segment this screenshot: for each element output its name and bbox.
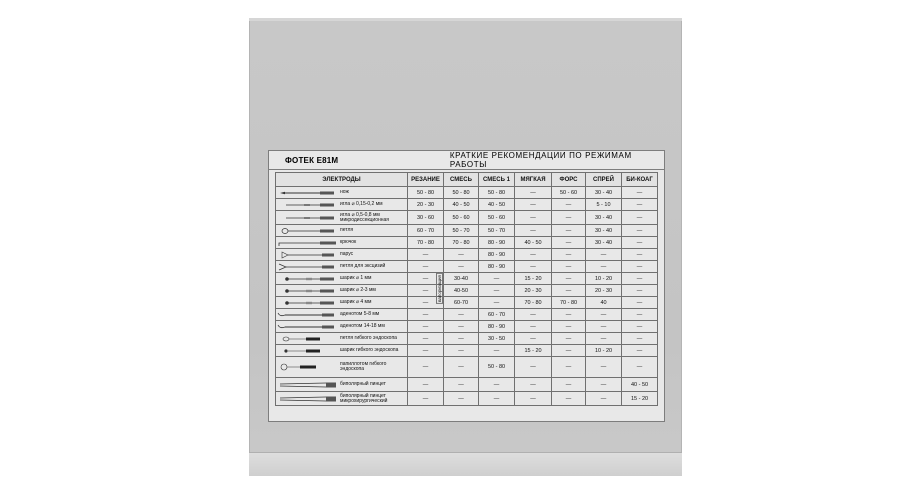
value-cell: 40-50 bbox=[444, 285, 479, 297]
value-cell: — bbox=[408, 285, 444, 297]
card-header bbox=[269, 151, 664, 170]
electrode-label: парус bbox=[340, 251, 354, 257]
value-cell: 30 - 40 bbox=[586, 225, 622, 237]
value-cell: — bbox=[444, 345, 479, 357]
electrode-label: биполярный пинцет bbox=[340, 381, 386, 387]
table-row bbox=[276, 237, 658, 249]
electrode-label: шарик ⌀ 1 мм bbox=[340, 275, 372, 281]
value-cell: — bbox=[444, 378, 479, 392]
electrode-cell bbox=[276, 309, 408, 321]
panel-top-edge bbox=[249, 18, 682, 21]
value-cell: — bbox=[622, 321, 658, 333]
ball-electrode-icon bbox=[276, 274, 340, 284]
value-cell: — bbox=[552, 345, 586, 357]
needle-electrode-icon bbox=[276, 200, 340, 210]
value-cell: — bbox=[552, 249, 586, 261]
value-cell: 80 - 90 bbox=[479, 261, 515, 273]
recommendations-card bbox=[268, 150, 665, 422]
value-cell: — bbox=[622, 211, 658, 225]
value-cell: — bbox=[479, 297, 515, 309]
value-cell: 10 - 20 bbox=[586, 345, 622, 357]
value-cell: 5 - 10 bbox=[586, 199, 622, 211]
table-row bbox=[276, 392, 658, 406]
col-header-spray: СПРЕЙ bbox=[586, 173, 622, 187]
value-cell: 40 - 50 bbox=[479, 199, 515, 211]
value-cell: 20 - 30 bbox=[408, 199, 444, 211]
value-cell: — bbox=[552, 285, 586, 297]
electrode-cell bbox=[276, 225, 408, 237]
papillotome-icon bbox=[276, 362, 340, 372]
value-cell: 50 - 70 bbox=[444, 225, 479, 237]
value-cell: — bbox=[515, 187, 552, 199]
value-cell: — bbox=[586, 261, 622, 273]
value-cell: — bbox=[479, 273, 515, 285]
table-row bbox=[276, 378, 658, 392]
value-cell: — bbox=[515, 199, 552, 211]
table-row bbox=[276, 249, 658, 261]
table-row bbox=[276, 345, 658, 357]
value-cell: — bbox=[408, 261, 444, 273]
value-cell: — bbox=[515, 333, 552, 345]
col-header-blend1: СМЕСЬ 1 bbox=[479, 173, 515, 187]
value-cell: — bbox=[444, 357, 479, 378]
value-cell: 70 - 80 bbox=[552, 297, 586, 309]
electrode-label: аденотом 14-18 мм bbox=[340, 323, 385, 329]
electrode-label: шарик ⌀ 2-3 мм bbox=[340, 287, 376, 293]
value-cell: — bbox=[408, 357, 444, 378]
value-cell: — bbox=[408, 378, 444, 392]
value-cell: — bbox=[408, 333, 444, 345]
sail-electrode-icon bbox=[276, 250, 340, 260]
table-row bbox=[276, 225, 658, 237]
electrode-cell bbox=[276, 237, 408, 249]
value-cell: — bbox=[515, 321, 552, 333]
value-cell: — bbox=[479, 378, 515, 392]
value-cell: — bbox=[622, 309, 658, 321]
value-cell: 40 bbox=[586, 297, 622, 309]
value-cell: — bbox=[586, 321, 622, 333]
value-cell: — bbox=[586, 357, 622, 378]
value-cell: — bbox=[408, 392, 444, 406]
endoscope-loop-icon bbox=[276, 334, 340, 344]
endoscope-ball-icon bbox=[276, 346, 340, 356]
col-header-bicoag: БИ-КОАГ bbox=[622, 173, 658, 187]
electrode-cell bbox=[276, 392, 408, 406]
value-cell: 15 - 20 bbox=[622, 392, 658, 406]
col-header-electrodes: ЭЛЕКТРОДЫ bbox=[276, 173, 408, 187]
value-cell: — bbox=[586, 392, 622, 406]
table-row bbox=[276, 187, 658, 199]
value-cell: — bbox=[622, 261, 658, 273]
value-cell: — bbox=[622, 357, 658, 378]
value-cell: — bbox=[622, 297, 658, 309]
panel-bottom-edge bbox=[249, 452, 682, 476]
value-cell: — bbox=[552, 261, 586, 273]
table-row bbox=[276, 261, 658, 273]
bipolar-forceps-icon bbox=[276, 380, 340, 390]
value-cell: 15 - 20 bbox=[515, 273, 552, 285]
value-cell: — bbox=[552, 309, 586, 321]
value-cell: — bbox=[515, 309, 552, 321]
value-cell: 50 - 80 bbox=[479, 187, 515, 199]
table-row bbox=[276, 309, 658, 321]
value-cell: 60 - 70 bbox=[408, 225, 444, 237]
value-cell: 60-70 bbox=[444, 297, 479, 309]
electrode-cell bbox=[276, 378, 408, 392]
col-header-blend: СМЕСЬ bbox=[444, 173, 479, 187]
value-cell: — bbox=[622, 345, 658, 357]
electrode-label: шарик ⌀ 4 мм bbox=[340, 299, 372, 305]
value-cell: — bbox=[586, 333, 622, 345]
value-cell: — bbox=[408, 321, 444, 333]
value-cell: — bbox=[515, 357, 552, 378]
electrode-label: игла ⌀ 0,15-0,2 мм bbox=[340, 201, 383, 207]
electrode-cell bbox=[276, 333, 408, 345]
value-cell: — bbox=[515, 249, 552, 261]
excision-loop-icon bbox=[276, 262, 340, 272]
col-header-soft: МЯГКАЯ bbox=[515, 173, 552, 187]
bipolar-forceps-icon bbox=[276, 394, 340, 404]
electrode-cell bbox=[276, 357, 408, 378]
value-cell: 80 - 90 bbox=[479, 249, 515, 261]
value-cell: 20 - 30 bbox=[586, 285, 622, 297]
electrode-cell bbox=[276, 285, 408, 297]
value-cell: — bbox=[586, 378, 622, 392]
model-name: ФОТЕК E81M bbox=[285, 155, 339, 165]
value-cell: — bbox=[586, 309, 622, 321]
electrode-cell bbox=[276, 249, 408, 261]
knife-electrode-icon bbox=[276, 188, 340, 198]
electrode-label: петля bbox=[340, 227, 354, 233]
card-subtitle: КРАТКИЕ РЕКОМЕНДАЦИИ ПО РЕЖИМАМ РАБОТЫ bbox=[449, 151, 632, 169]
value-cell: — bbox=[408, 345, 444, 357]
adenotome-icon bbox=[276, 310, 340, 320]
col-header-cut: РЕЗАНИЕ bbox=[408, 173, 444, 187]
hook-electrode-icon bbox=[276, 238, 340, 248]
value-cell: — bbox=[444, 309, 479, 321]
value-cell: — bbox=[552, 321, 586, 333]
electrode-cell bbox=[276, 211, 408, 225]
value-cell: — bbox=[622, 285, 658, 297]
table-row bbox=[276, 199, 658, 211]
value-cell: 30 - 40 bbox=[586, 237, 622, 249]
table-row bbox=[276, 333, 658, 345]
loop-electrode-icon bbox=[276, 226, 340, 236]
value-cell: — bbox=[444, 261, 479, 273]
table-header-row bbox=[276, 173, 658, 187]
value-cell: 70 - 80 bbox=[444, 237, 479, 249]
value-cell: 50 - 80 bbox=[479, 357, 515, 378]
value-cell: — bbox=[622, 225, 658, 237]
value-cell: — bbox=[408, 297, 444, 309]
value-cell: 30 - 40 bbox=[586, 187, 622, 199]
modes-table bbox=[275, 172, 658, 406]
value-cell: — bbox=[479, 392, 515, 406]
value-cell: — вапоризация bbox=[408, 273, 444, 285]
ball-electrode-icon bbox=[276, 286, 340, 296]
electrode-cell bbox=[276, 187, 408, 199]
electrode-cell bbox=[276, 199, 408, 211]
electrode-label: петля гибкого эндоскопа bbox=[340, 335, 397, 341]
value-cell: — bbox=[552, 392, 586, 406]
value-cell: 10 - 20 bbox=[586, 273, 622, 285]
value-cell: — bbox=[552, 211, 586, 225]
table-row bbox=[276, 357, 658, 378]
electrode-cell bbox=[276, 273, 408, 285]
value-cell: 80 - 90 bbox=[479, 237, 515, 249]
value-cell: — bbox=[552, 199, 586, 211]
value-cell: — bbox=[444, 392, 479, 406]
value-cell: — bbox=[515, 392, 552, 406]
value-cell: — bbox=[586, 249, 622, 261]
ball-electrode-icon bbox=[276, 298, 340, 308]
value-cell: — bbox=[622, 237, 658, 249]
electrode-label: петля для эксцизий bbox=[340, 263, 386, 269]
value-cell: 60 - 70 bbox=[479, 309, 515, 321]
value-cell: 50 - 60 bbox=[444, 211, 479, 225]
vaporization-label: вапоризация bbox=[437, 275, 442, 302]
electrode-label: шарик гибкого эндоскопа bbox=[340, 347, 399, 353]
electrode-cell bbox=[276, 321, 408, 333]
value-cell: 15 - 20 bbox=[515, 345, 552, 357]
value-cell: — bbox=[444, 321, 479, 333]
value-cell: 30 - 50 bbox=[479, 333, 515, 345]
value-cell: — bbox=[552, 225, 586, 237]
value-cell: — bbox=[479, 285, 515, 297]
value-cell: — bbox=[622, 249, 658, 261]
value-cell: 20 - 30 bbox=[515, 285, 552, 297]
value-cell: — bbox=[515, 261, 552, 273]
value-cell: 80 - 90 bbox=[479, 321, 515, 333]
electrode-label: биполярный пинцет микрохирургический bbox=[340, 392, 388, 404]
value-cell: 40 - 50 bbox=[515, 237, 552, 249]
value-cell: 50 - 80 bbox=[444, 187, 479, 199]
table-row bbox=[276, 273, 658, 285]
value-cell: — bbox=[622, 199, 658, 211]
electrode-label: папиллотом гибкого эндоскопа bbox=[340, 361, 387, 372]
needle-electrode-icon bbox=[276, 213, 340, 223]
table-row bbox=[276, 211, 658, 225]
table-row bbox=[276, 285, 658, 297]
electrode-label: игла ⌀ 0,5-0,8 мм микродиссекционная bbox=[340, 211, 389, 223]
electrode-label: нож bbox=[340, 189, 349, 195]
electrode-label: аденотом 5-8 мм bbox=[340, 311, 380, 317]
electrode-label: крючок bbox=[340, 239, 357, 245]
value-cell: 30 - 60 bbox=[408, 211, 444, 225]
value-cell: 30 - 40 bbox=[586, 211, 622, 225]
value-cell: — bbox=[552, 357, 586, 378]
value-cell: — bbox=[622, 273, 658, 285]
electrode-cell bbox=[276, 345, 408, 357]
value-cell: — bbox=[515, 211, 552, 225]
value-cell: 50 - 60 bbox=[479, 211, 515, 225]
value-cell: — bbox=[444, 333, 479, 345]
value-cell: — bbox=[622, 187, 658, 199]
value-cell: 50 - 60 bbox=[552, 187, 586, 199]
value-cell: 30-40 bbox=[444, 273, 479, 285]
value-cell: 50 - 70 bbox=[479, 225, 515, 237]
value-cell: 40 - 50 bbox=[444, 199, 479, 211]
value-cell: 50 - 80 bbox=[408, 187, 444, 199]
adenotome-icon bbox=[276, 322, 340, 332]
value-cell: — bbox=[408, 309, 444, 321]
table-row bbox=[276, 321, 658, 333]
value-cell: — bbox=[622, 333, 658, 345]
electrode-cell bbox=[276, 261, 408, 273]
value-cell: — bbox=[552, 237, 586, 249]
value-cell: — bbox=[515, 225, 552, 237]
value-cell: 70 - 80 bbox=[408, 237, 444, 249]
col-header-forced: ФОРС bbox=[552, 173, 586, 187]
value-cell: — bbox=[479, 345, 515, 357]
electrode-cell bbox=[276, 297, 408, 309]
value-cell: — bbox=[552, 333, 586, 345]
value-cell: — bbox=[515, 378, 552, 392]
value-cell: — bbox=[552, 378, 586, 392]
value-cell: — bbox=[552, 273, 586, 285]
value-cell: 70 - 80 bbox=[515, 297, 552, 309]
value-cell: — bbox=[444, 249, 479, 261]
table-row bbox=[276, 297, 658, 309]
value-cell: — bbox=[408, 249, 444, 261]
value-cell: 40 - 50 bbox=[622, 378, 658, 392]
